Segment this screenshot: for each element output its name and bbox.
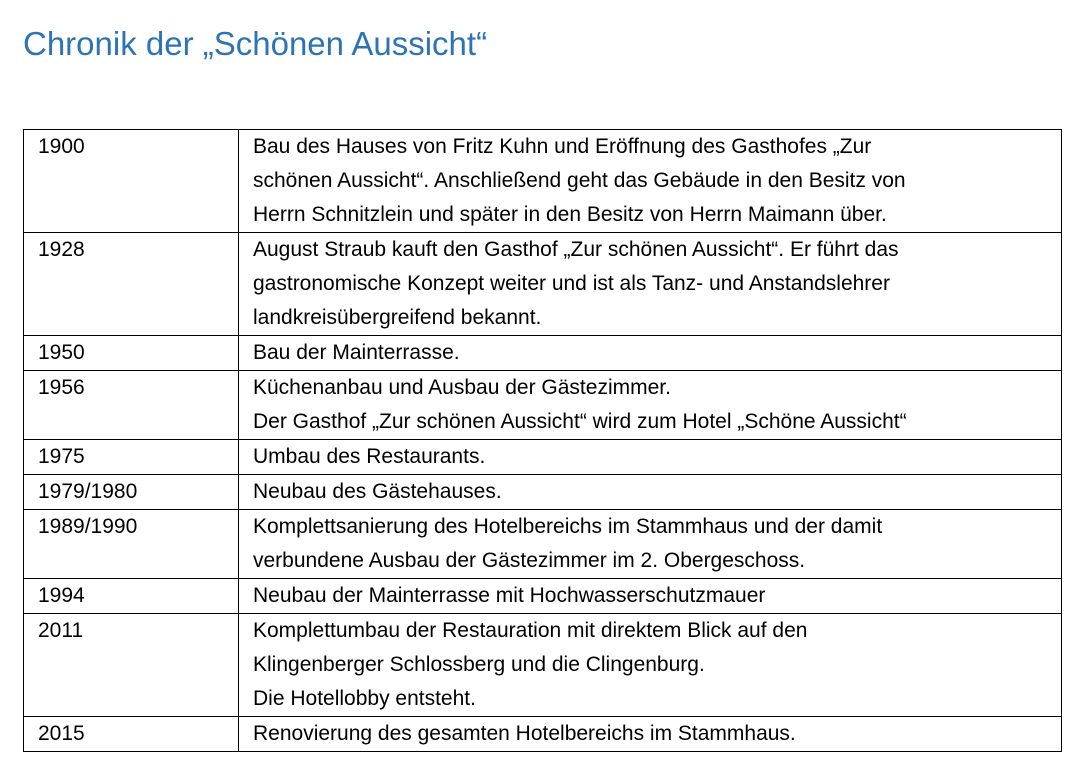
table-row (24, 371, 1062, 440)
event-text: Bau der Mainterrasse. (253, 341, 460, 364)
table-row (24, 579, 1062, 614)
year-cell: 2015 (24, 717, 239, 752)
table-row (24, 130, 1062, 233)
event-cell (239, 130, 1062, 233)
table-row (24, 440, 1062, 475)
event-text: Der Gasthof „Zur schönen Aussicht“ wird zum Hotel „Schöne Aussicht“ (253, 410, 907, 433)
table-row (24, 717, 1062, 752)
event-cell (239, 475, 1062, 510)
event-cell (239, 440, 1062, 475)
event-text: schönen Aussicht“. Anschließend geht das Gebäude in den Besitz von (253, 169, 906, 192)
event-text: Neubau des Gästehauses. (253, 480, 502, 503)
table-row (24, 614, 1062, 717)
event-cell (239, 579, 1062, 614)
year-cell: 1994 (24, 579, 239, 614)
table-row (24, 475, 1062, 510)
event-text: gastronomische Konzept weiter und ist als Tanz- und Anstandslehrer (253, 272, 890, 295)
year-cell: 1956 (24, 371, 239, 440)
year-cell: 2011 (24, 614, 239, 717)
event-text: August Straub kauft den Gasthof „Zur schönen Aussicht“. Er führt das (253, 238, 899, 261)
event-text: Bau des Hauses von Fritz Kuhn und Eröffnung des Gasthofes „Zur (253, 135, 872, 158)
event-cell (239, 371, 1062, 440)
year-cell: 1928 (24, 233, 239, 336)
event-text: Klingenberger Schlossberg und die Clingenburg. (253, 653, 705, 676)
year-cell: 1975 (24, 440, 239, 475)
event-text: Küchenanbau und Ausbau der Gästezimmer. (253, 376, 671, 399)
document-title: Chronik der „Schönen Aussicht“ (23, 25, 488, 62)
event-text: Komplettsanierung des Hotelbereichs im Stammhaus und der damit (253, 515, 883, 538)
table-row (24, 336, 1062, 371)
event-text: Komplettumbau der Restauration mit direktem Blick auf den (253, 619, 808, 642)
event-text: verbundene Ausbau der Gästezimmer im 2. Obergeschoss. (253, 549, 806, 572)
event-text: Die Hotellobby entsteht. (253, 687, 476, 710)
chronicle-table (23, 129, 1062, 752)
event-cell (239, 510, 1062, 579)
year-cell: 1979/1980 (24, 475, 239, 510)
table-row (24, 233, 1062, 336)
event-text: Neubau der Mainterrasse mit Hochwasserschutzmauer (253, 584, 766, 607)
year-cell: 1989/1990 (24, 510, 239, 579)
year-cell: 1950 (24, 336, 239, 371)
event-text: Herrn Schnitzlein und später in den Besitz von Herrn Maimann über. (253, 203, 887, 226)
event-cell (239, 717, 1062, 752)
event-cell (239, 336, 1062, 371)
event-cell (239, 233, 1062, 336)
event-cell (239, 614, 1062, 717)
year-cell: 1900 (24, 130, 239, 233)
table-row (24, 510, 1062, 579)
event-text: Umbau des Restaurants. (253, 445, 486, 468)
event-text: Renovierung des gesamten Hotelbereichs im Stammhaus. (253, 722, 796, 745)
event-text: landkreisübergreifend bekannt. (253, 306, 542, 329)
